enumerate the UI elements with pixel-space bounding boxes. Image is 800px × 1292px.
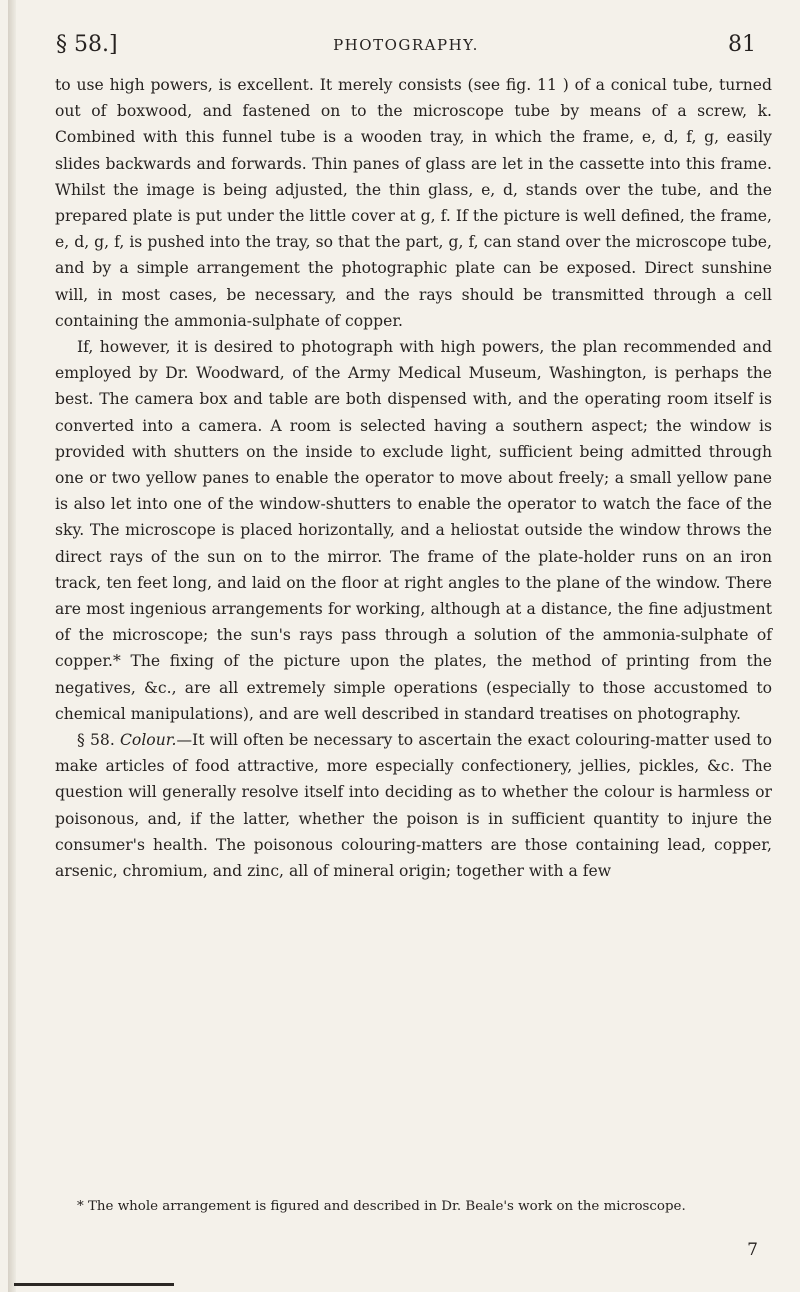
section-heading: Colour.	[120, 731, 177, 750]
section-marker: § 58.]	[56, 32, 118, 57]
paragraph-microscope-funnel: to use high powers, is excellent. It merely consists (see fig. 11 ) of a conical tube, turned out of boxwood, and fastened on to the microscope tube by means of a screw, k. Combined with this funnel tube is a wooden tray, in which the frame, e, d, f, g, easily slides backwards and forwards. Thin panes of glass are let in the cassette into this frame. Whilst the image is being adjusted, the thin glass, e, d, stands over the tube, and the prepared plate is put under the little cover at g, f. If the picture is well defined, the frame, e, d, g, f, is pushed into the tray, so that the part, g, f, can stand over the microscope tube, and by a simple arrangement the photographic plate can be exposed. Direct sunshine will, in most cases, be necessary, and the rays should be transmitted through a cell containing the ammonia-sulphate of copper.	[55, 76, 772, 330]
body-text	[55, 72, 772, 884]
running-title: PHOTOGRAPHY.	[333, 36, 479, 54]
page-binding-edge	[8, 0, 16, 1292]
page-number: 81	[728, 32, 756, 57]
footnote	[55, 1197, 772, 1217]
paragraph-colour	[55, 727, 772, 884]
bottom-rule	[14, 1283, 174, 1286]
footnote-text: * The whole arrangement is figured and described in Dr. Beale's work on the microscope.	[77, 1199, 686, 1214]
section-number: § 58.	[77, 731, 115, 750]
running-header	[56, 32, 756, 66]
paragraph-high-powers: If, however, it is desired to photograph with high powers, the plan recommended and employed by Dr. Woodward, of the Army Medical Museum, Washington, is perhaps the best. The camera box and table are both dispensed with, and the operating room itself is converted into a camera. A room is selected having a southern aspect; the window is provided with shutters on the inside to exclude light, sufficient being admitted through one or two yellow panes to enable the operator to move about freely; a small yellow pane is also let into one of the window-shutters to enable the operator to watch the face of the sky. The microscope is placed horizontally, and a heliostat outside the window throws the direct rays of the sun on to the mirror. The frame of the plate-holder runs on an iron track, ten feet long, and laid on the floor at right angles to the plane of the window. There are most ingenious arrangements for working, although at a distance, the fine adjustment of the microscope; the sun's rays pass through a solution of the ammonia-sulphate of copper.* The fixing of the picture upon the plates, the method of printing from the negatives, &c., are all extremely simple operations (especially to those accustomed to chemical manipulations), and are well described in standard treatises on photography.	[55, 338, 772, 723]
paragraph-colour-text: —It will often be necessary to ascertain the exact colouring-matter used to make articles of food attractive, more especially confectionery, jellies, pickles, &c. The question will generally resolve itself into deciding as to whether the colour is harmless or poisonous, and, if the latter, whether the poison is in sufficient quantity to injure the consumer's health. The poisonous colouring-matters are those containing lead, copper, arsenic, chromium, and zinc, all of mineral origin; together with a few	[55, 731, 772, 881]
signature-mark: 7	[747, 1240, 758, 1260]
